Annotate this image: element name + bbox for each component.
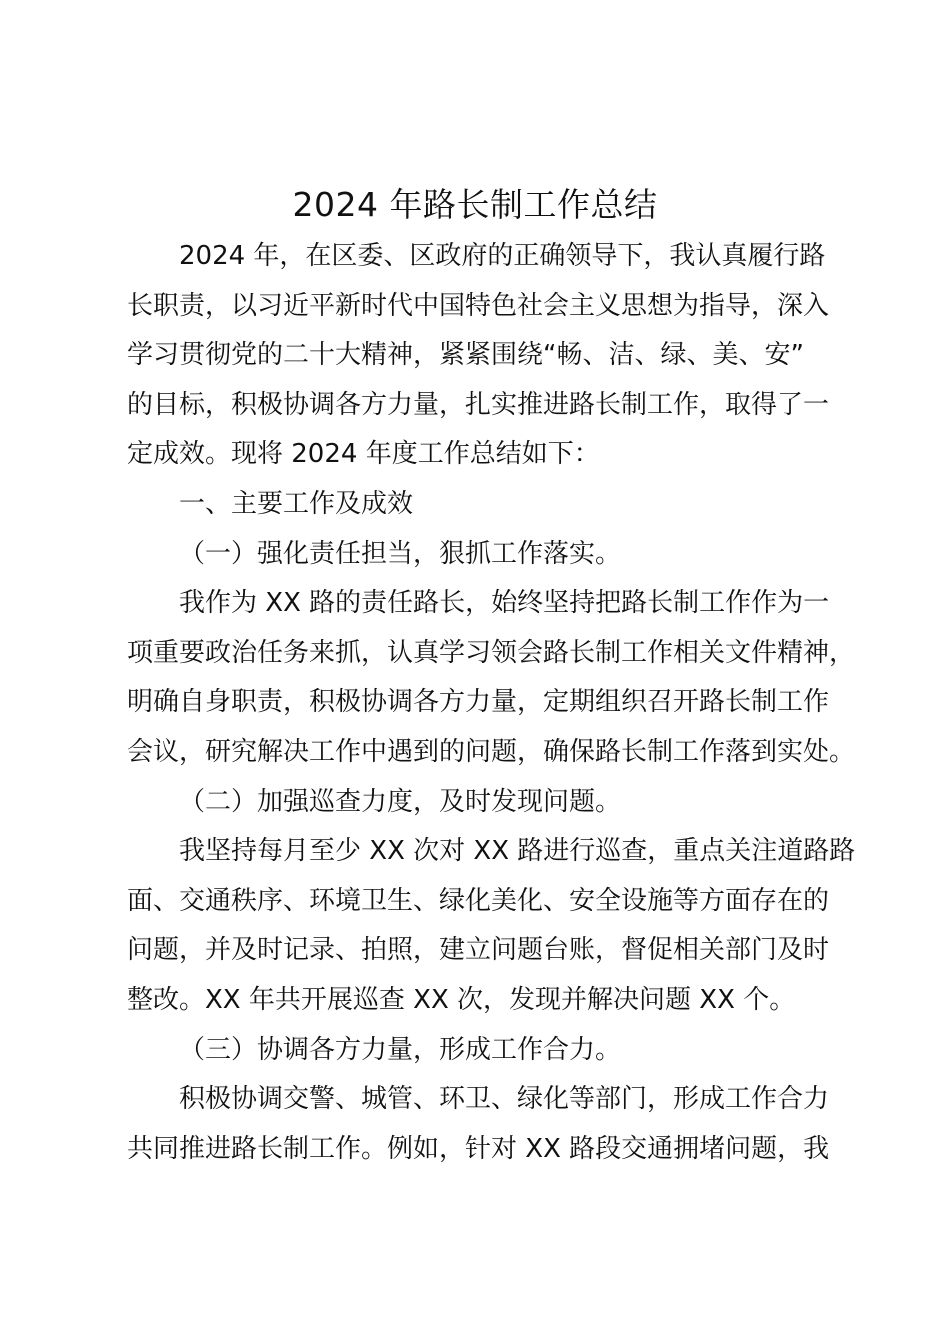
section-heading: 一、主要工作及成效: [179, 488, 414, 519]
paragraph-line: 问题，并及时记录、拍照，建立问题台账，督促相关部门及时: [127, 935, 830, 966]
paragraph-line: 明确自身职责，积极协调各方力量，定期组织召开路长制工作: [127, 687, 830, 718]
paragraph-line: 整改。XX 年共开展巡查 XX 次，发现并解决问题 XX 个。: [127, 984, 796, 1015]
paragraph-line: 学习贯彻党的二十大精神，紧紧围绕“畅、洁、绿、美、安”: [127, 340, 804, 371]
paragraph-line: 会议，研究解决工作中遇到的问题，确保路长制工作落到实处。: [127, 736, 856, 767]
document-body: [127, 232, 856, 1174]
paragraph-line: 2024 年，在区委、区政府的正确领导下，我认真履行路: [179, 241, 826, 271]
subsection-heading: （三）协调各方力量，形成工作合力。: [179, 1034, 622, 1065]
paragraph-line: 面、交通秩序、环境卫生、绿化美化、安全设施等方面存在的: [127, 885, 830, 916]
paragraph-line: 的目标，积极协调各方力量，扎实推进路长制工作，取得了一: [127, 389, 830, 420]
subsection-heading: （一）强化责任担当，狠抓工作落实。: [179, 538, 622, 569]
paragraph-line: 积极协调交警、城管、环卫、绿化等部门，形成工作合力: [179, 1084, 830, 1115]
paragraph-line: 我作为 XX 路的责任路长，始终坚持把路长制工作作为一: [179, 588, 830, 619]
paragraph-line: 共同推进路长制工作。例如，针对 XX 路段交通拥堵问题，我: [127, 1133, 830, 1164]
subsection-heading: （二）加强巡查力度，及时发现问题。: [179, 786, 622, 817]
paragraph-line: 我坚持每月至少 XX 次对 XX 路进行巡查，重点关注道路路: [179, 836, 856, 867]
paragraph-line: 长职责，以习近平新时代中国特色社会主义思想为指导，深入: [127, 290, 830, 321]
paragraph-line: 项重要政治任务来抓，认真学习领会路长制工作相关文件精神，: [127, 637, 856, 668]
paragraph-line: 定成效。现将 2024 年度工作总结如下：: [127, 439, 600, 470]
document-title: 2024 年路长制工作总结: [292, 185, 658, 224]
